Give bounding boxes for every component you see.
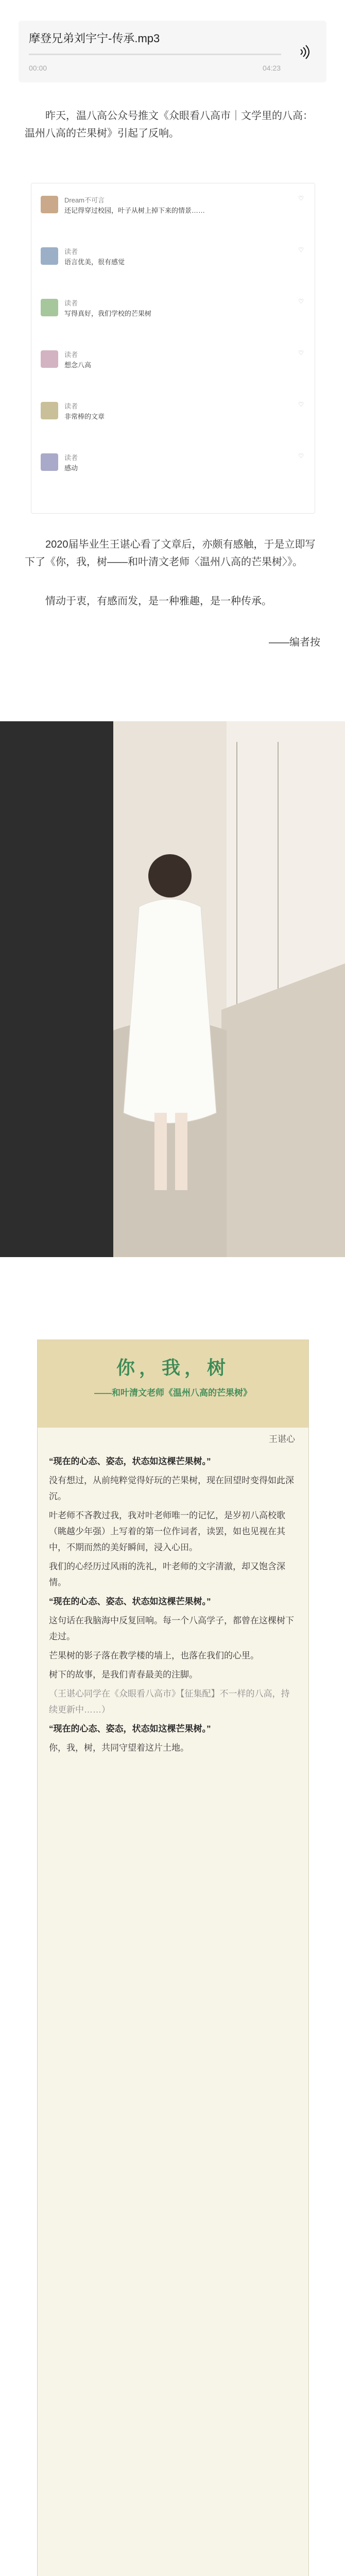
comment-item [41, 347, 306, 394]
thanks-paragraph-2 [25, 592, 320, 610]
comment-text: 还记得穿过校园，叶子从树上掉下来的情景…… [64, 207, 205, 214]
like-icon[interactable]: ♡ [298, 401, 304, 408]
article-paragraph: 叶老师不吝教过我，我对叶老师唯一的记忆，是岁初八高校歌（眺越少年强）上写着的第一位作词者，读罢，如也见视在其中，不期而然的美好瞬间，浸入心田。 [49, 1511, 285, 1552]
avatar [41, 453, 58, 471]
article-title: 你，我，树 [116, 1357, 230, 1379]
comment-author: 读者 [64, 299, 78, 307]
comment-author: 读者 [64, 248, 78, 256]
comments-screenshot [31, 183, 315, 514]
like-icon[interactable]: ♡ [298, 452, 304, 460]
featured-article [37, 1340, 309, 2576]
author-photo [0, 721, 345, 1257]
article-body [49, 1453, 298, 1759]
article-paragraph: 没有想过，从前纯粹觉得好玩的芒果树，现在回望时变得如此深沉。 [49, 1476, 294, 1501]
like-icon[interactable]: ♡ [298, 246, 304, 253]
comment-item [41, 244, 306, 291]
avatar [41, 299, 58, 316]
comment-text: 写得真好，我们学校的芒果树 [64, 310, 152, 317]
article-paragraph: 我们的心经历过风雨的洗礼，叶老师的文字清澈，却又饱含深情。 [49, 1562, 285, 1587]
article-banner [38, 1340, 308, 1428]
audio-duration: 04:23 [263, 64, 281, 72]
audio-player[interactable] [19, 21, 326, 82]
comment-item [41, 399, 306, 445]
article-paragraph: “现在的心态、姿态、状态如这棵芒果树。” [49, 1597, 211, 1606]
comment-item [41, 193, 306, 239]
avatar [41, 350, 58, 368]
article-paragraph: 这句话在我脑海中反复回响。每一个八高学子，都曾在这棵树下走过。 [49, 1616, 294, 1641]
comment-author: 读者 [64, 402, 78, 410]
intro-paragraph [25, 107, 320, 142]
thanks-paragraph-1 [25, 536, 320, 571]
comment-text: 语言优美，很有感觉 [64, 258, 125, 266]
like-icon[interactable]: ♡ [298, 298, 304, 305]
avatar [41, 247, 58, 265]
article-subtitle: ——和叶清文老师《温州八高的芒果树》 [94, 1388, 252, 1398]
article-paragraph: 树下的故事，是我们青春最美的注脚。 [49, 1670, 198, 1680]
comment-author: 读者 [64, 351, 78, 359]
like-icon[interactable]: ♡ [298, 349, 304, 357]
article-author: 王谌心 [269, 1434, 295, 1444]
comment-text: 想念八高 [64, 361, 92, 369]
article-paragraph: 你，我，树，共同守望着这片土地。 [49, 1743, 189, 1753]
comment-text: 感动 [64, 464, 78, 472]
editor-sign [25, 634, 320, 651]
article-paragraph: 芒果树的影子落在教学楼的墙上，也落在我们的心里。 [49, 1651, 259, 1660]
comment-item [41, 450, 306, 497]
comment-author: 读者 [64, 454, 78, 462]
avatar [41, 196, 58, 213]
like-icon[interactable]: ♡ [298, 195, 304, 202]
thanks-text-1: 2020届毕业生王谌心看了文章后，亦颇有感触，于是立即写下了《你，我，树——和叶清文老师〈温州八高的芒果树〉》。 [25, 539, 316, 568]
avatar [41, 402, 58, 419]
editor-sign-text: ——编者按 [269, 637, 320, 648]
audio-play-icon[interactable] [299, 44, 312, 60]
comment-item [41, 296, 306, 342]
thanks-text-2: 情动于衷，有感而发，是一种雅趣，是一种传承。 [45, 596, 272, 607]
audio-current-time: 00:00 [29, 64, 47, 72]
comment-text: 非常棒的文章 [64, 413, 105, 420]
audio-progress-bar[interactable] [29, 54, 281, 55]
article-caption: （王谌心同学在《众眼看八高市》【征集配】不一样的八高，持续更新中……） [49, 1689, 290, 1715]
audio-title: 摩登兄弟刘宇宁-传承.mp3 [29, 32, 160, 45]
intro-text: 昨天，温八高公众号推文《众眼看八高市｜文学里的八高：温州八高的芒果树》引起了反响。 [25, 110, 313, 139]
article-paragraph: “现在的心态、姿态，状态如这棵芒果树。” [49, 1724, 211, 1734]
article-paragraph: “现在的心态、姿态，状态如这棵芒果树。” [49, 1456, 211, 1466]
comment-author: Dream不可言 [64, 196, 105, 204]
